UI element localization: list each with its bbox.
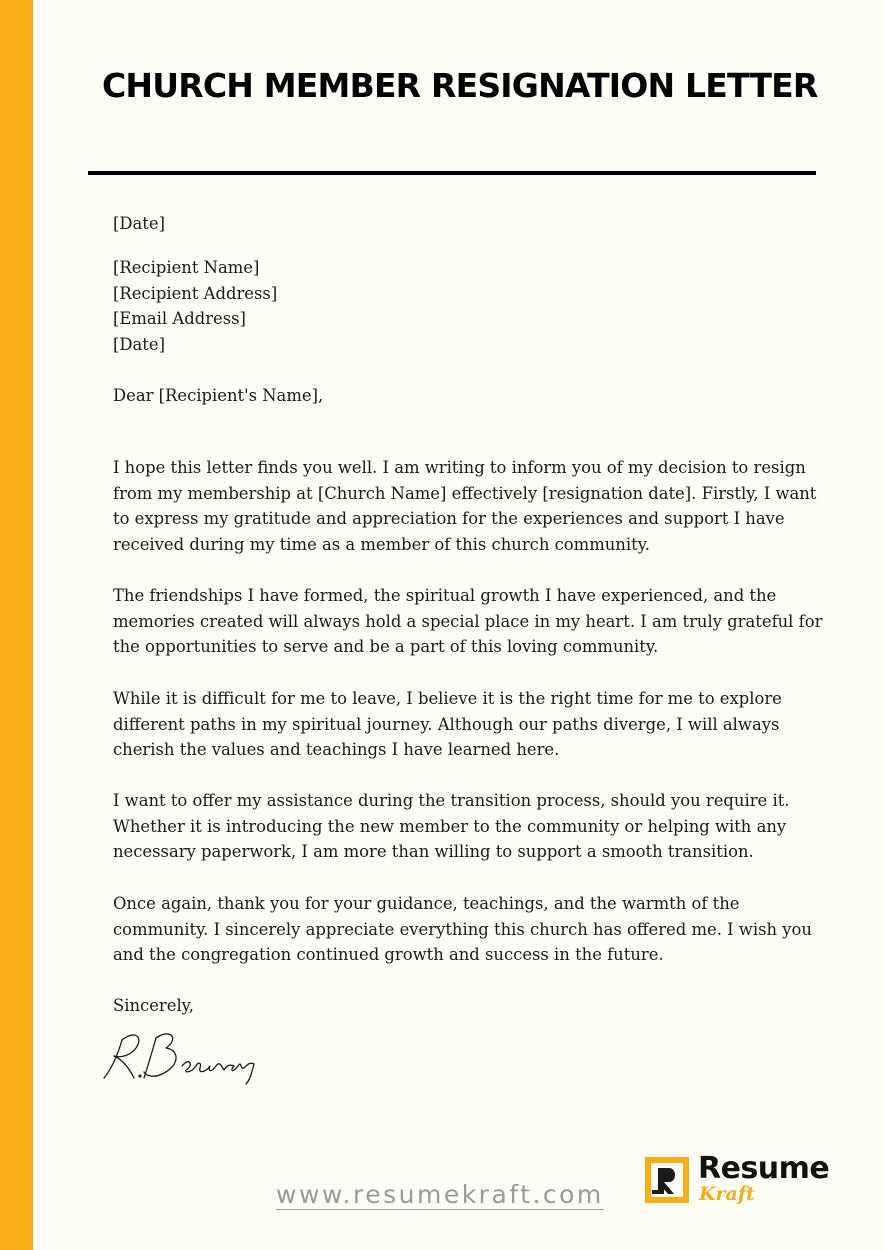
accent-side-bar [0, 0, 33, 1250]
logo-mark-icon [643, 1155, 691, 1205]
paragraph-line: memories created will always hold a special place in my heart. I am truly grateful for [113, 611, 823, 631]
paragraph-line: the opportunities to serve and be a part of this loving community. [113, 637, 659, 657]
paragraph-line: The friendships I have formed, the spiritual growth I have experienced, and the [113, 586, 777, 605]
closing: Sincerely, [113, 996, 194, 1015]
paragraph-line: necessary paperwork, I am more than willing to support a smooth transition. [113, 842, 754, 862]
body-paragraph-1 [113, 455, 817, 558]
paragraph-line: I want to offer my assistance during the transition process, should you require it. [113, 791, 790, 810]
body-paragraph-2 [113, 583, 823, 660]
email-address: [Email Address] [113, 309, 246, 328]
paragraph-line: community. I sincerely appreciate everything this church has offered me. I wish you [113, 919, 812, 939]
paragraph-line: Once again, thank you for your guidance, teachings, and the warmth of the [113, 894, 740, 913]
resumekraft-logo[interactable] [643, 1151, 843, 1215]
footer-website-link[interactable]: www.resumekraft.com [276, 1180, 604, 1209]
logo-text-resume: Resume [698, 1151, 830, 1186]
body-paragraph-5 [113, 891, 812, 968]
paragraph-line: from my membership at [Church Name] effectively [resignation date]. Firstly, I want [113, 483, 817, 503]
paragraph-line: cherish the values and teachings I have learned here. [113, 740, 560, 760]
body-paragraph-4 [113, 788, 793, 865]
recipient-date: [Date] [113, 335, 165, 354]
paragraph-line: and the congregation continued growth and success in the future. [113, 945, 664, 965]
paragraph-line: I hope this letter finds you well. I am writing to inform you of my decision to resign [113, 458, 806, 477]
paragraph-line: to express my gratitude and appreciation for the experiences and support I have [113, 509, 785, 529]
paragraph-line: While it is difficult for me to leave, I believe it is the right time for me to explore [113, 689, 782, 708]
paragraph-line: received during my time as a member of this church community. [113, 535, 650, 555]
signature [100, 1026, 270, 1086]
salutation: Dear [Recipient's Name], [113, 386, 324, 405]
recipient-name: [Recipient Name] [113, 258, 260, 277]
body-paragraph-3 [113, 686, 793, 763]
title-divider [88, 171, 816, 175]
letter-date: [Date] [113, 214, 165, 233]
logo-text-kraft: Kraft [699, 1183, 755, 1205]
page-title: CHURCH MEMBER RESIGNATION LETTER [102, 66, 818, 105]
paragraph-line: Whether it is introducing the new member to the community or helping with any [113, 816, 787, 836]
paragraph-line: different paths in my spiritual journey. Although our paths diverge, I will always [113, 714, 780, 734]
recipient-address: [Recipient Address] [113, 284, 278, 303]
